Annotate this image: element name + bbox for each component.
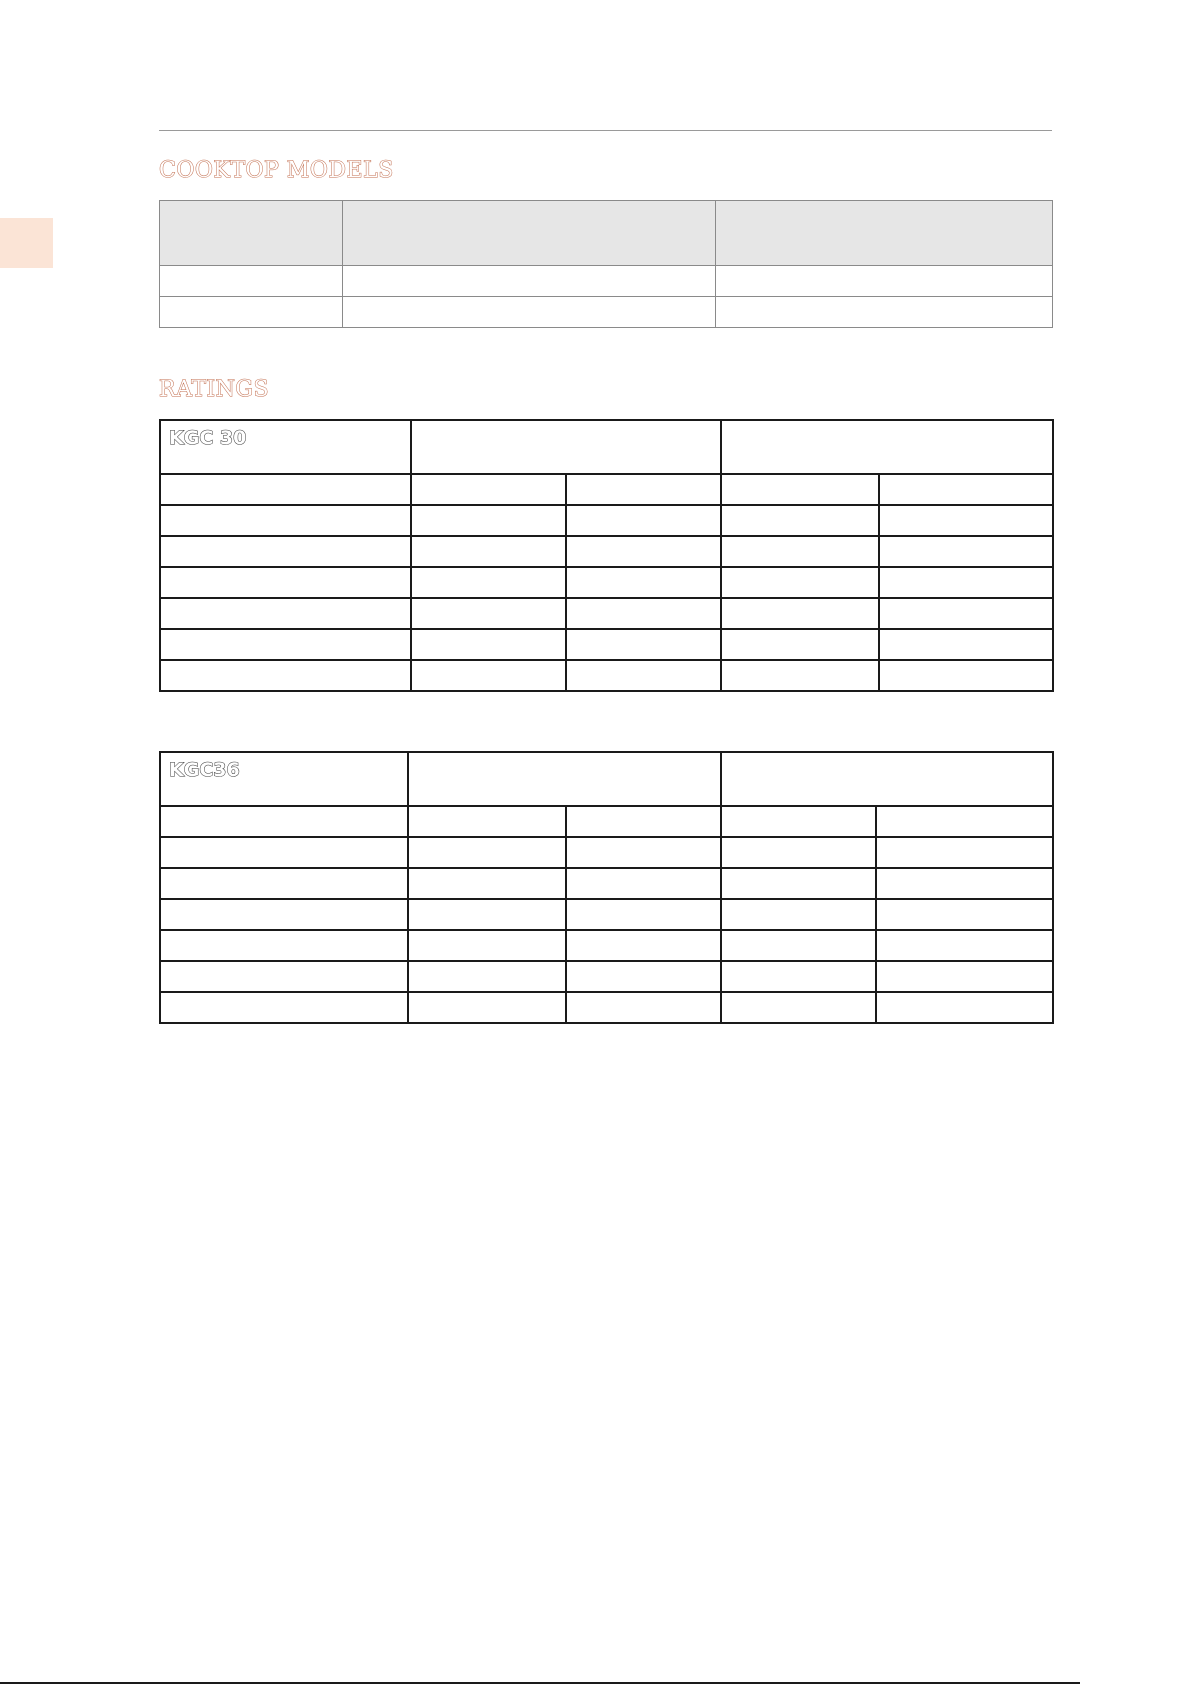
table-cell	[566, 992, 721, 1023]
table-cell	[716, 297, 1053, 328]
bottom-divider	[0, 1682, 1080, 1684]
model-cell	[160, 752, 408, 806]
table-cell	[566, 930, 721, 961]
table-cell	[721, 806, 876, 837]
table-cell	[566, 660, 721, 691]
table-cell	[160, 806, 408, 837]
table-cell	[408, 961, 566, 992]
table-cell	[566, 505, 721, 536]
table-header-cell	[160, 201, 343, 266]
table-cell	[566, 536, 721, 567]
table-cell	[160, 930, 408, 961]
table-header-row	[160, 201, 1053, 266]
table-cell	[879, 598, 1053, 629]
table-cell	[876, 837, 1053, 868]
table-row	[160, 899, 1053, 930]
cooktop-models-table	[159, 200, 1053, 328]
table-cell	[408, 992, 566, 1023]
table-cell	[566, 899, 721, 930]
table-cell	[721, 660, 879, 691]
table-cell	[160, 505, 411, 536]
table-cell	[343, 266, 716, 297]
table-cell	[566, 629, 721, 660]
ratings-heading: RATINGS	[159, 377, 270, 402]
table-cell	[408, 868, 566, 899]
table-cell	[411, 598, 566, 629]
table-cell	[721, 598, 879, 629]
table-cell	[411, 660, 566, 691]
table-cell	[566, 868, 721, 899]
table-cell	[160, 567, 411, 598]
table-header-cell	[716, 201, 1053, 266]
table-header-row	[160, 420, 1053, 474]
table-row	[160, 961, 1053, 992]
table-cell	[876, 806, 1053, 837]
table-row	[160, 660, 1053, 691]
table-cell	[160, 837, 408, 868]
model-label: KGC36	[169, 759, 240, 781]
model-cell	[160, 420, 411, 474]
table-cell	[721, 474, 879, 505]
table-cell	[160, 961, 408, 992]
table-cell	[879, 536, 1053, 567]
table-cell	[160, 992, 408, 1023]
table-cell	[408, 930, 566, 961]
table-cell	[879, 660, 1053, 691]
table-cell	[160, 868, 408, 899]
table-cell	[721, 961, 876, 992]
table-row	[160, 868, 1053, 899]
table-header-cell	[408, 752, 721, 806]
table-cell	[876, 930, 1053, 961]
table-header-row	[160, 752, 1053, 806]
table-row	[160, 598, 1053, 629]
table-cell	[566, 806, 721, 837]
table-header-cell	[411, 420, 721, 474]
cooktop-models-heading: COOKTOP MODELS	[159, 158, 394, 183]
table-cell	[566, 837, 721, 868]
table-row	[160, 536, 1053, 567]
table-cell	[876, 992, 1053, 1023]
table-cell	[721, 930, 876, 961]
table-cell	[160, 899, 408, 930]
table-cell	[721, 567, 879, 598]
table-row	[160, 567, 1053, 598]
table-cell	[876, 961, 1053, 992]
table-cell	[408, 806, 566, 837]
table-row	[160, 266, 1053, 297]
table-row	[160, 505, 1053, 536]
table-cell	[411, 567, 566, 598]
table-cell	[160, 266, 343, 297]
table-header-cell	[721, 420, 1053, 474]
table-cell	[876, 868, 1053, 899]
table-cell	[879, 567, 1053, 598]
table-row	[160, 629, 1053, 660]
table-cell	[721, 868, 876, 899]
side-tab-marker	[0, 218, 53, 268]
table-cell	[721, 837, 876, 868]
table-row	[160, 806, 1053, 837]
table-cell	[411, 474, 566, 505]
table-cell	[566, 961, 721, 992]
table-cell	[160, 629, 411, 660]
top-divider	[159, 130, 1052, 131]
table-cell	[716, 266, 1053, 297]
table-header-cell	[721, 752, 1053, 806]
table-cell	[879, 505, 1053, 536]
ratings-table-kgc30	[159, 419, 1054, 692]
table-cell	[566, 474, 721, 505]
table-cell	[879, 474, 1053, 505]
table-cell	[721, 505, 879, 536]
table-cell	[160, 536, 411, 567]
table-cell	[721, 992, 876, 1023]
table-row	[160, 474, 1053, 505]
table-row	[160, 992, 1053, 1023]
table-row	[160, 297, 1053, 328]
table-cell	[411, 629, 566, 660]
table-cell	[343, 297, 716, 328]
table-header-cell	[343, 201, 716, 266]
table-cell	[160, 598, 411, 629]
table-cell	[721, 536, 879, 567]
table-cell	[411, 536, 566, 567]
table-cell	[408, 899, 566, 930]
table-cell	[408, 837, 566, 868]
table-cell	[160, 474, 411, 505]
table-row	[160, 837, 1053, 868]
table-cell	[721, 899, 876, 930]
table-cell	[566, 598, 721, 629]
ratings-table-kgc36	[159, 751, 1054, 1024]
table-cell	[721, 629, 879, 660]
table-cell	[879, 629, 1053, 660]
table-row	[160, 930, 1053, 961]
table-cell	[411, 505, 566, 536]
table-cell	[566, 567, 721, 598]
table-cell	[160, 297, 343, 328]
model-label: KGC 30	[169, 427, 247, 449]
table-cell	[876, 899, 1053, 930]
table-cell	[160, 660, 411, 691]
